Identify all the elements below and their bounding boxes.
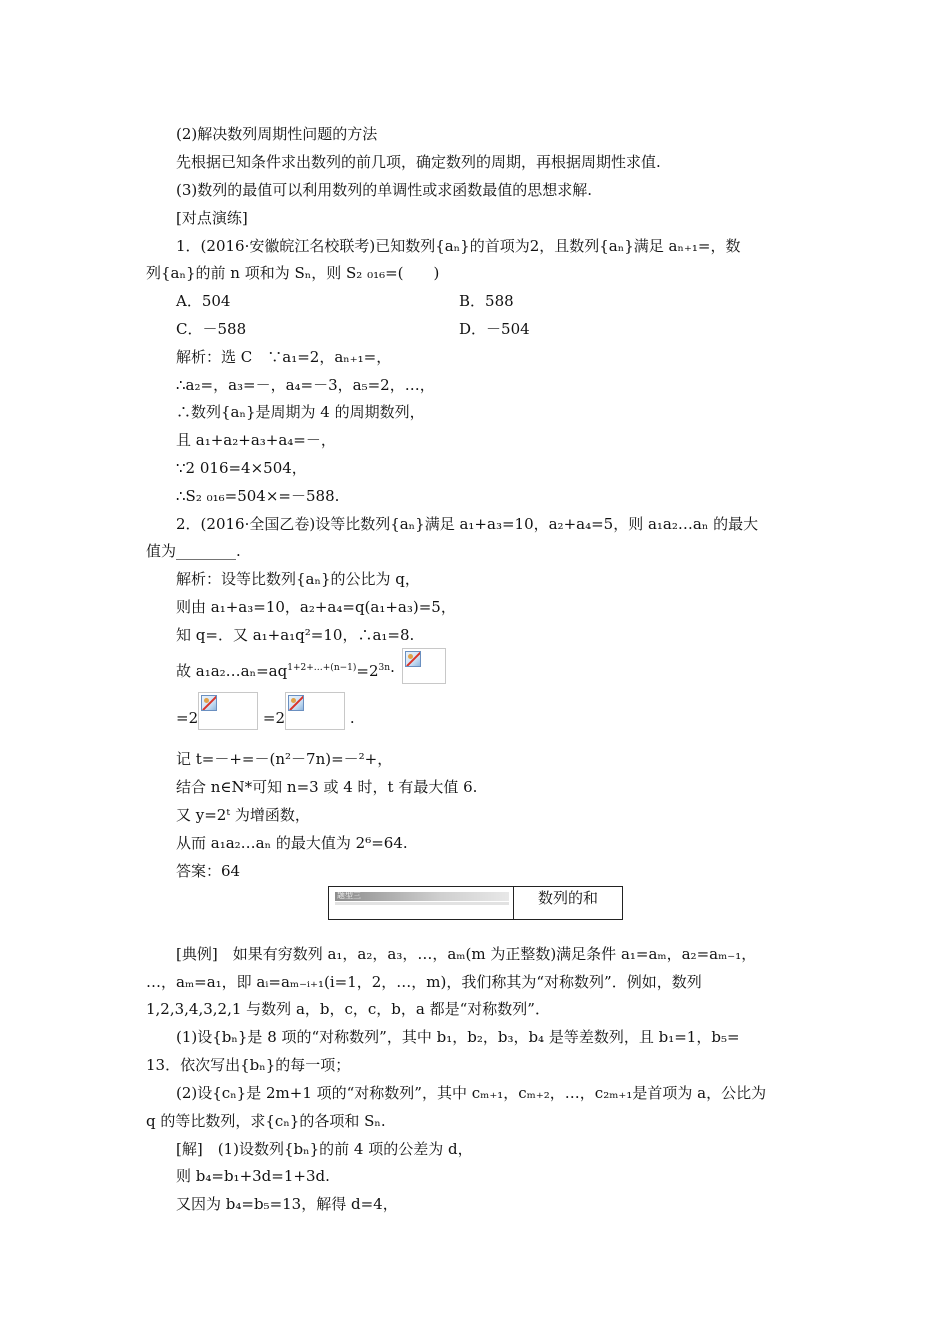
q1-option-c: C．－588 [176, 320, 247, 338]
q2-equation-line [176, 708, 355, 730]
q2-answer: 答案：64 [176, 862, 241, 880]
section3-text: (3)数列的最值可以利用数列的单调性或求函数最值的思想求解. [176, 181, 593, 199]
q2-line1: 2．(2016·全国乙卷)设等比数列{aₙ}满足 a₁+a₃=10，a₂+a₄=5，则 a₁a₂…aₙ 的最大 [176, 515, 759, 533]
q1-solution-line: ∴S₂ ₀₁₆=504×=－588. [176, 487, 340, 505]
q2-solution2-line: 记 t=－+=－(n²－7n)=－²+， [176, 750, 393, 768]
q1-option-a: A．504 [176, 292, 231, 310]
product-dot: · [390, 662, 395, 680]
q2-solution-line: 知 q=．又 a₁+a₁q²=10，∴a₁=8. [176, 626, 415, 644]
q2-solution2-line: 结合 n∈N*可知 n=3 或 4 时，t 有最大值 6. [176, 778, 478, 796]
equation-end: . [349, 709, 355, 727]
q2-product-line [176, 660, 446, 684]
banner-tag: 题型三 [337, 891, 361, 900]
q1-solution-line: ∵2 016=4×504， [176, 459, 307, 477]
q2-solution-line: 解析：设等比数列{aₙ}的公比为 q， [176, 570, 420, 588]
banner-tag-bar [335, 892, 509, 901]
example-line: 1,2,3,4,3,2,1 与数列 a，b，c，c，b，a 都是“对称数列”． [146, 1000, 550, 1018]
q1-option-b: B．588 [459, 292, 514, 310]
practice-heading: [对点演练] [176, 209, 248, 227]
section-banner [328, 886, 623, 920]
q2-solution2-line: 从而 a₁a₂…aₙ 的最大值为 2⁶=64. [176, 834, 408, 852]
q2-solution2-line: 又 y=2ᵗ 为增函数， [176, 806, 310, 824]
q1-solution-line: 且 a₁+a₂+a₃+a₄=－， [176, 431, 336, 449]
product-mid: =2 [356, 662, 379, 680]
example-solution-line: 又因为 b₄=b₅=13，解得 d=4， [176, 1195, 398, 1213]
q1-line2: 列{aₙ}的前 n 项和为 Sₙ，则 S₂ ₀₁₆=( ) [146, 264, 440, 282]
example-line: [典例] 如果有穷数列 a₁，a₂，a₃，…，aₘ(m 为正整数)满足条件 a₁=aₘ，a₂=aₘ₋₁， [176, 945, 757, 963]
equation-part-b: =2 [262, 709, 286, 727]
banner-title: 数列的和 [537, 889, 598, 907]
exponent-3n: 3n [378, 663, 391, 673]
broken-image-icon [402, 648, 446, 684]
q2-solution-line: 则由 a₁+a₃=10，a₂+a₄=q(a₁+a₃)=5， [176, 598, 456, 616]
broken-image-icon [285, 692, 345, 730]
q2-line2: 值为________. [146, 542, 241, 560]
example-solution-line: [解] (1)设数列{bₙ}的前 4 项的公差为 d， [176, 1140, 473, 1158]
example-line: …，aₘ=a₁，即 aᵢ=aₘ₋ᵢ₊₁(i=1，2，…，m)，我们称其为“对称数列”．例如，数列 [146, 973, 702, 991]
q1-solution-line: 解析：选 C ∵a₁=2，aₙ₊₁=， [176, 348, 392, 366]
example-part2-line1: (2)设{cₙ}是 2m+1 项的“对称数列”，其中 cₘ₊₁，cₘ₊₂，…，c₂ₘ₊₁是首项为 a，公比为 [176, 1084, 767, 1102]
equation-part-a: =2 [176, 709, 199, 727]
exponent-sum: 1+2+…+(n−1) [287, 663, 357, 673]
section2-heading: (2)解决数列周期性问题的方法 [176, 125, 378, 143]
example-part2-line2: q 的等比数列，求{cₙ}的各项和 Sₙ. [146, 1112, 386, 1130]
q1-solution-line: ∴数列{aₙ}是周期为 4 的周期数列， [176, 403, 425, 421]
broken-image-icon [198, 692, 258, 730]
q1-line1: 1．(2016·安徽皖江名校联考)已知数列{aₙ}的首项为2，且数列{aₙ}满足 aₙ₊₁=，数 [176, 237, 741, 255]
section2-text: 先根据已知条件求出数列的前几项，确定数列的周期，再根据周期性求值. [176, 153, 661, 171]
example-part1-line2: 13．依次写出{bₙ}的每一项； [146, 1056, 351, 1074]
example-solution-line: 则 b₄=b₁+3d=1+3d. [176, 1167, 330, 1185]
example-part1-line1: (1)设{bₙ}是 8 项的“对称数列”，其中 b₁，b₂，b₃，b₄ 是等差数列，且 b₁=1，b₅= [176, 1028, 740, 1046]
product-prefix: 故 a₁a₂…aₙ=aq [176, 662, 288, 680]
q1-solution-line: ∴a₂=，a₃=－，a₄=－3，a₅=2，…， [176, 376, 435, 394]
banner-underline [335, 902, 509, 905]
q1-option-d: D．－504 [459, 320, 530, 338]
